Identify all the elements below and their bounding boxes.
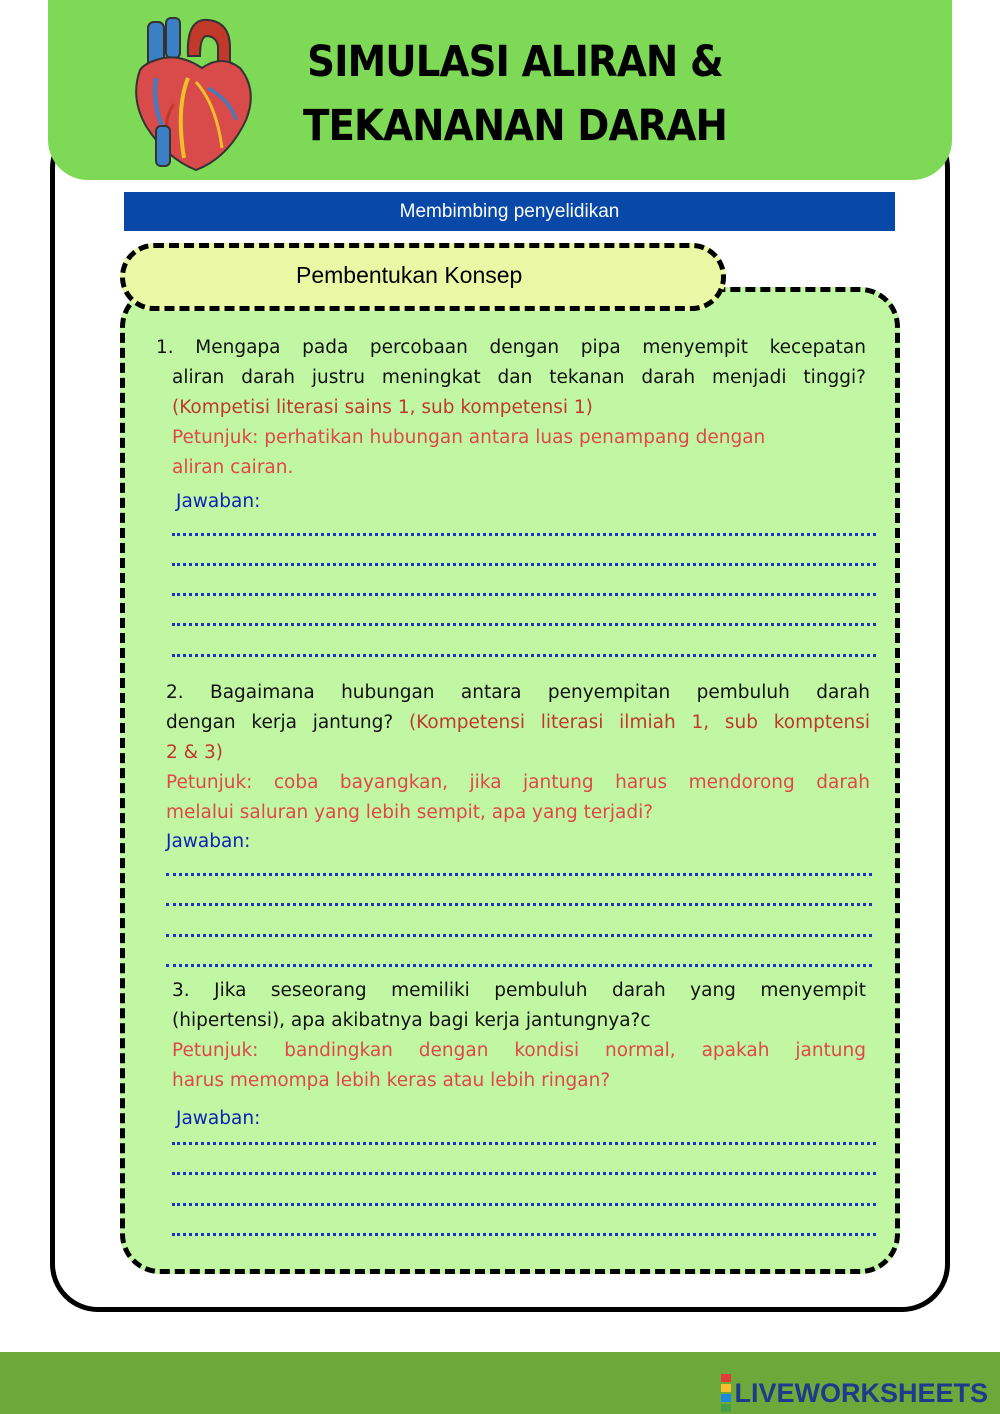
question-2-competency-cont: 2 & 3) xyxy=(166,742,223,763)
question-2-line2-text: dengan kerja jantung? xyxy=(166,712,394,733)
question-3-answer-label: Jawaban: xyxy=(176,1108,261,1129)
question-2-answer-line[interactable] xyxy=(166,934,872,937)
heart-anatomy-icon xyxy=(126,8,256,173)
question-1-answer-label: Jawaban: xyxy=(176,491,261,512)
question-2-hint-line1: Petunjuk: coba bayangkan, jika jantung harus mendorong darah xyxy=(166,772,870,793)
liveworksheets-logo[interactable] xyxy=(721,1373,988,1413)
question-3-line1: 3. Jika seseorang memiliki pembuluh darah yang menyempit xyxy=(172,980,866,1001)
question-1-answer-line[interactable] xyxy=(172,533,876,536)
concept-tab-label: Pembentukan Konsep xyxy=(296,262,523,288)
logo-text: LIVEWORKSHEETS xyxy=(734,1377,988,1408)
question-3 xyxy=(172,976,866,1096)
question-1-hint-line1: Petunjuk: perhatikan hubungan antara luas penampang dengan xyxy=(172,427,766,448)
question-1-competency: (Kompetisi literasi sains 1, sub kompetensi 1) xyxy=(172,397,593,418)
question-1-answer-line[interactable] xyxy=(172,654,876,657)
question-3-answer-line[interactable] xyxy=(172,1172,876,1175)
question-1-answer-line[interactable] xyxy=(172,563,876,566)
question-2-competency: (Kompetensi literasi ilmiah 1, sub komptensi xyxy=(408,712,871,733)
question-1-hint-line2: aliran cairan. xyxy=(172,457,294,478)
question-2-line2 xyxy=(166,708,870,738)
question-1-answer-line[interactable] xyxy=(172,593,876,596)
question-1 xyxy=(156,333,866,483)
question-2-answer-line[interactable] xyxy=(166,964,872,967)
section-banner: Membimbing penyelidikan xyxy=(124,192,895,231)
question-2-answer-line[interactable] xyxy=(166,873,872,876)
question-1-answer-line[interactable] xyxy=(172,623,876,626)
live-badge-icon xyxy=(721,1373,731,1413)
question-2-hint-line2: melalui saluran yang lebih sempit, apa yang terjadi? xyxy=(166,802,654,823)
question-2-line1: 2. Bagaimana hubungan antara penyempitan pembuluh darah xyxy=(166,682,870,703)
question-1-line1: 1. Mengapa pada percobaan dengan pipa menyempit kecepatan xyxy=(156,337,866,358)
page-title-line2: TEKANANAN DARAH xyxy=(302,101,728,151)
question-3-answer-line[interactable] xyxy=(172,1233,876,1236)
page-title-line1: SIMULASI ALIRAN & xyxy=(307,37,723,87)
question-1-line2: aliran darah justru meningkat dan tekanan darah menjadi tinggi? xyxy=(172,367,866,388)
question-2-answer-line[interactable] xyxy=(166,903,872,906)
question-3-line2: (hipertensi), apa akibatnya bagi kerja jantungnya?c xyxy=(172,1010,651,1031)
question-2-answer-label: Jawaban: xyxy=(166,831,251,852)
page-title xyxy=(277,30,754,158)
question-3-hint-line1: Petunjuk: bandingkan dengan kondisi normal, apakah jantung xyxy=(172,1040,866,1061)
question-3-answer-line[interactable] xyxy=(172,1142,876,1145)
question-3-answer-line[interactable] xyxy=(172,1203,876,1206)
question-2 xyxy=(166,678,870,828)
question-3-hint-line2: harus memompa lebih keras atau lebih ringan? xyxy=(172,1070,611,1091)
